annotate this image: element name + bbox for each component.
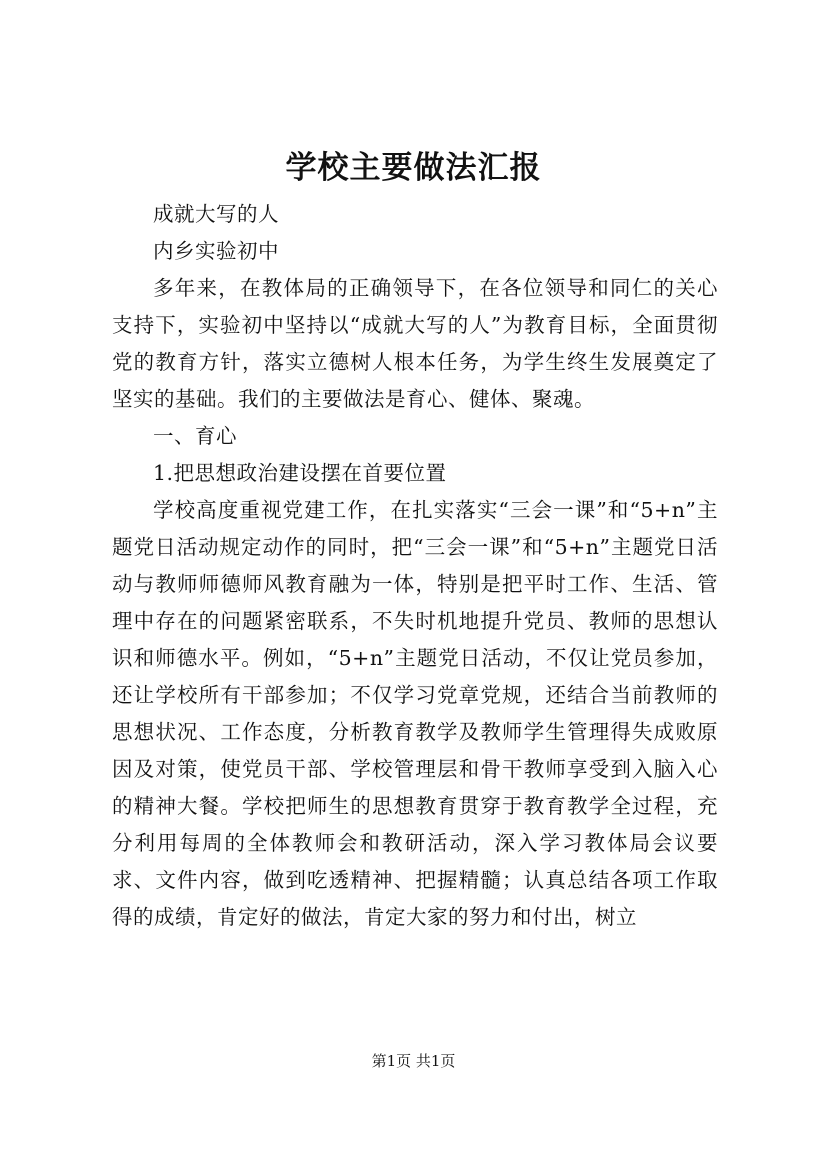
subsection-heading: 1.把思想政治建设摆在首要位置 (153, 461, 447, 485)
section-heading: 一、育心 (153, 424, 237, 448)
page-title: 学校主要做法汇报 (285, 150, 542, 186)
body-paragraph: 学校高度重视党建工作，在扎实落实“三会一课”和“5+n”主题党日活动规定动作的同时，把“三会一课”和“5+n”主题党日活动与教师师德师风教育融为一体，特别是把平时工作、生活、管理中存在的问题紧密联系，不失时机地提升党员、教师的思想认识和师德水平。例如，“5+n”主题党日活动，不仅让党员参加，还让学校所有干部参加；不仅学习党章党规，还结合当前教师的思想状况、工作态度，分析教育教学及教师学生管理得失成败原因及对策，使党员干部、学校管理层和骨干教师享受到入脑入心的精神大餐。学校把师生的思想教育贯穿于教育教学全过程，充分利用每周的全体教师会和教研活动，深入学习教体局会议要求、文件内容，做到吃透精神、把握精髓；认真总结各项工作取得的成绩，肯定好的做法，肯定大家的努力和付出，树立 (112, 498, 718, 929)
subtitle-paragraph: 成就大写的人 (153, 202, 279, 226)
intro-paragraph: 多年来，在教体局的正确领导下，在各位领导和同仁的关心支持下，实验初中坚持以“成就大写的人”为教育目标，全面贯彻党的教育方针，落实立德树人根本任务，为学生终生发展奠定了坚实的基础。我们的主要做法是育心、健体、聚魂。 (112, 276, 718, 411)
document-body (112, 196, 718, 936)
school-name-paragraph: 内乡实验初中 (153, 239, 279, 263)
page-footer: 第1页 共1页 (371, 1052, 456, 1070)
